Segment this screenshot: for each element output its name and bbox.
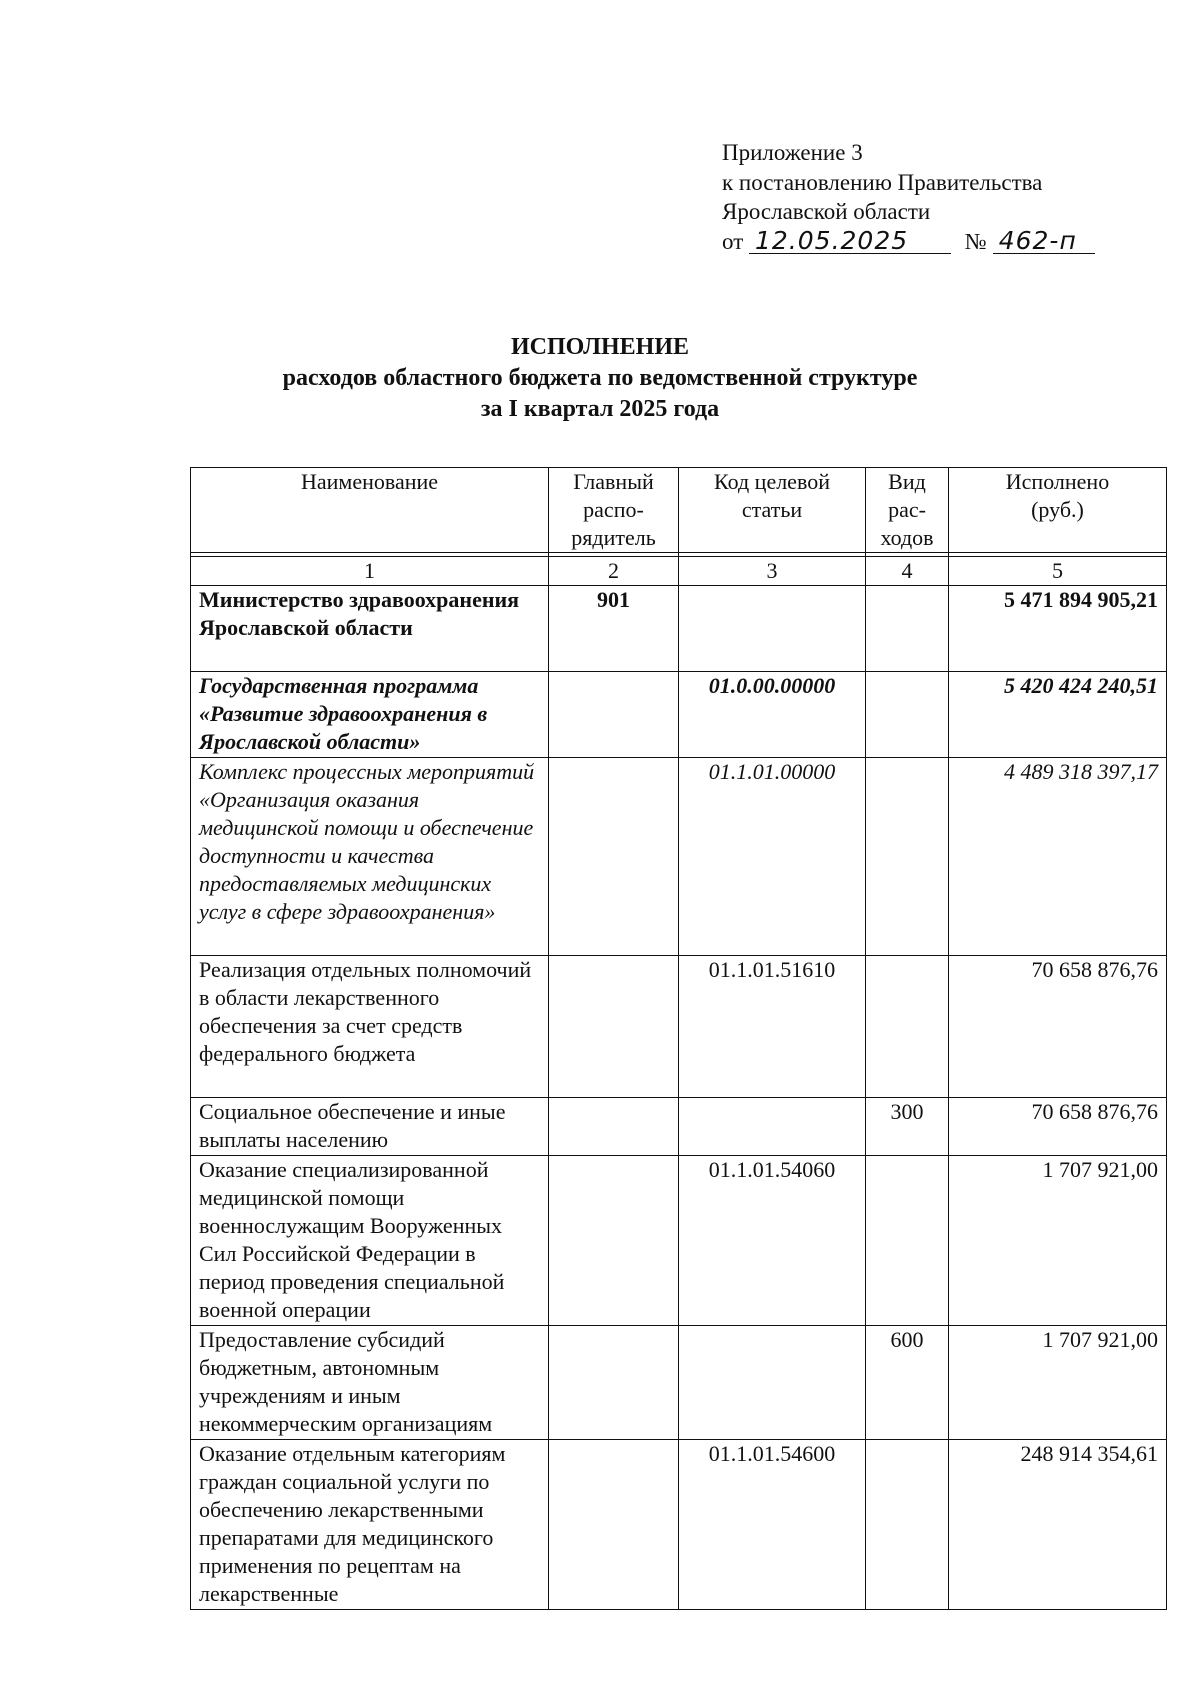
row-type — [866, 1440, 949, 1610]
handwritten-date: 12.05.2025 — [749, 229, 951, 254]
table-row — [191, 586, 1167, 672]
row-type — [866, 672, 949, 758]
from-prefix: от — [722, 228, 744, 254]
row-type: 600 — [866, 1326, 949, 1440]
column-number: 5 — [949, 557, 1167, 586]
appendix-region: Ярославской области — [722, 199, 931, 224]
row-amount: 5 471 894 905,21 — [949, 586, 1167, 672]
row-name: Предоставление субсидий бюджетным, автономным учреждениям и иным некоммерческим организациям — [191, 1326, 549, 1440]
header-grbs: Главный распо- рядитель — [549, 468, 679, 553]
row-grbs: 901 — [549, 586, 679, 672]
row-code — [679, 1098, 866, 1156]
header-type: Вид рас- ходов — [866, 468, 949, 553]
row-code: 01.1.01.54600 — [679, 1440, 866, 1610]
row-code: 01.1.01.51610 — [679, 956, 866, 1098]
row-code: 01.1.01.54060 — [679, 1156, 866, 1326]
column-number: 2 — [549, 557, 679, 586]
table-row — [191, 758, 1167, 956]
table-row — [191, 1326, 1167, 1440]
column-number: 4 — [866, 557, 949, 586]
header-code: Код целевой статьи — [679, 468, 866, 553]
title-line-3: за I квартал 2025 года — [480, 396, 720, 422]
row-name: Министерство здравоохранения Ярославской области — [191, 586, 549, 672]
row-name: Оказание специализированной медицинской помощи военнослужащим Вооруженных Сил Российской Федерации в период проведения специальной военной операции — [191, 1156, 549, 1326]
row-type — [866, 758, 949, 956]
title-line-2: расходов областного бюджета по ведомственной структуре — [282, 365, 918, 391]
appendix-header — [722, 138, 1095, 256]
row-type — [866, 956, 949, 1098]
appendix-date-number-line — [722, 227, 1095, 257]
row-amount: 248 914 354,61 — [949, 1440, 1167, 1610]
column-number: 3 — [679, 557, 866, 586]
header-name: Наименование — [191, 468, 549, 553]
row-code — [679, 1326, 866, 1440]
table-header-row — [191, 468, 1167, 553]
number-sign: № — [964, 228, 987, 254]
row-type: 300 — [866, 1098, 949, 1156]
row-type — [866, 1156, 949, 1326]
row-grbs — [549, 956, 679, 1098]
table-row — [191, 672, 1167, 758]
table-row — [191, 1098, 1167, 1156]
row-amount: 1 707 921,00 — [949, 1156, 1167, 1326]
budget-execution-table — [190, 467, 1167, 1610]
header-amount: Исполнено (руб.) — [949, 468, 1167, 553]
row-name: Оказание отдельным категориям граждан социальной услуги по обеспечению лекарственными препаратами для медицинского применения по рецептам на лекарственные — [191, 1440, 549, 1610]
row-amount: 5 420 424 240,51 — [949, 672, 1167, 758]
row-grbs — [549, 1326, 679, 1440]
appendix-resolution-ref: к постановлению Правительства — [722, 169, 1043, 195]
table-row — [191, 956, 1167, 1098]
row-amount: 70 658 876,76 — [949, 1098, 1167, 1156]
row-amount: 1 707 921,00 — [949, 1326, 1167, 1440]
row-grbs — [549, 1156, 679, 1326]
row-name: Комплекс процессных мероприятий «Организация оказания медицинской помощи и обеспечение доступности и качества предоставляемых медицинских услуг в сфере здравоохранения» — [191, 758, 549, 956]
document-title — [0, 332, 1200, 425]
row-amount: 70 658 876,76 — [949, 956, 1167, 1098]
row-grbs — [549, 1098, 679, 1156]
row-name: Государственная программа «Развитие здравоохранения в Ярославской области» — [191, 672, 549, 758]
title-line-1: ИСПОЛНЕНИЕ — [510, 334, 690, 360]
row-code — [679, 586, 866, 672]
row-type — [866, 586, 949, 672]
column-number: 1 — [191, 557, 549, 586]
column-numbers-row — [191, 557, 1167, 586]
appendix-number: Приложение 3 — [722, 140, 863, 165]
row-code: 01.0.00.00000 — [679, 672, 866, 758]
row-grbs — [549, 758, 679, 956]
row-grbs — [549, 1440, 679, 1610]
row-name: Социальное обеспечение и иные выплаты населению — [191, 1098, 549, 1156]
row-name: Реализация отдельных полномочий в области лекарственного обеспечения за счет средств федерального бюджета — [191, 956, 549, 1098]
row-amount: 4 489 318 397,17 — [949, 758, 1167, 956]
row-code: 01.1.01.00000 — [679, 758, 866, 956]
table-row — [191, 1440, 1167, 1610]
handwritten-number: 462-п — [993, 229, 1095, 254]
row-grbs — [549, 672, 679, 758]
table-row — [191, 1156, 1167, 1326]
